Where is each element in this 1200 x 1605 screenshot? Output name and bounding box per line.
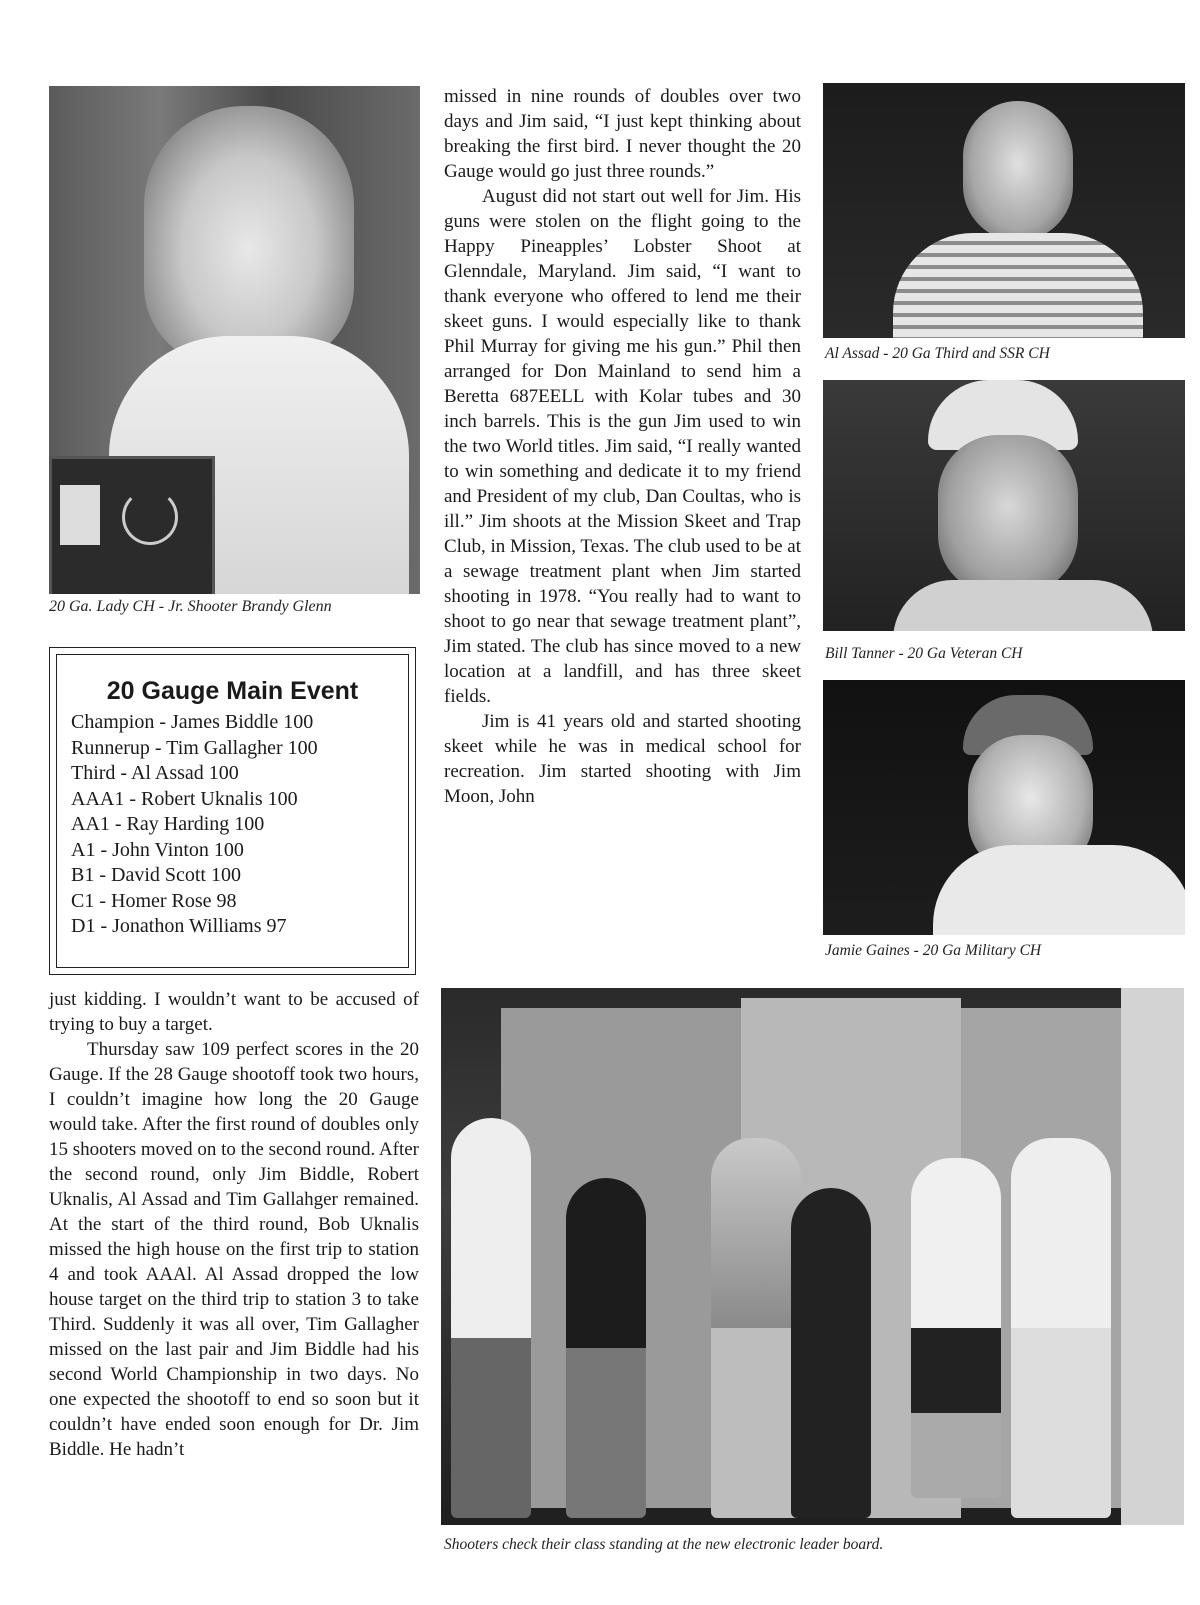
plaque-label	[60, 485, 100, 545]
result-c1: C1 - Homer Rose 98	[71, 889, 237, 912]
result-aa1: AA1 - Ray Harding 100	[71, 813, 265, 835]
photo-subject-top	[893, 233, 1143, 338]
paragraph: August did not start out well for Jim. His guns were stolen on the flight going to the Happy Pineapples’ Lobster Shoot at Glenndale, Maryland. Jim said, “I want to thank everyone who offered to lend me their skeet guns. I would especially like to thank Phil Murray for giving me his gun.” Phil then arranged for Don Mainland to send him a Beretta 687EELL with Kolar tubes and 30 inch barrels. This is the gun Jim used to win the two World titles. Jim said, “I really wanted to win something and dedicate it to my friend and President of my club, Dan Coultas, who is ill.” Jim shoots at the Mission Skeet and Trap Club, in Mission, Texas. The club used to be at a sewage treatment plant when Jim started shooting in 1978. “You really had to want to shoot to go near that sewage treatment plant”, Jim stated. The club has since moved to a new location at a landfill, and has three skeet fields.	[444, 186, 801, 707]
photo-subject-top	[893, 580, 1153, 631]
result-d1: D1 - Jonathon Williams 97	[71, 915, 287, 937]
caption-brandy-glenn: 20 Ga. Lady CH - Jr. Shooter Brandy Glenn	[49, 598, 332, 615]
results-box-title: 20 Gauge Main Event	[106, 677, 359, 705]
wall-panel	[1121, 988, 1184, 1525]
plaque	[49, 456, 215, 594]
caption-leader-board: Shooters check their class standing at the new electronic leader board.	[444, 1536, 884, 1553]
photo-bill-tanner	[823, 380, 1185, 631]
paragraph: Thursday saw 109 perfect scores in the 20 Gauge. If the 28 Gauge shootoff took two hours, I couldn’t imagine how long the 20 Gauge would take. After the first round of doubles only 15 shooters moved on to the second round. After the second round, only Jim Biddle, Robert Uknalis, Al Assad and Tim Gallahger remained. At the start of the third round, Bob Uknalis missed the high house on the first trip to station 4 and took AAAl. Al Assad dropped the low house target on the third trip to station 3 to take Third. Suddenly it was all over, Tim Gallagher missed on the last pair and Jim Biddle had his second World Championship in two days. No one expected the shootoff to end so soon but it couldn’t have ended soon enough for Dr. Jim Biddle. He hadn’t	[49, 1039, 419, 1460]
article-middle-column	[444, 84, 801, 809]
photo-jamie-gaines	[823, 680, 1185, 935]
person	[711, 1138, 801, 1518]
photo-brandy-glenn	[49, 86, 420, 594]
results-box-inner	[56, 654, 409, 968]
person	[911, 1158, 1001, 1498]
paragraph: missed in nine rounds of doubles over two days and Jim said, “I just kept thinking about breaking the first bird. I never thought the 20 Gauge would go just three rounds.”	[444, 86, 801, 182]
photo-subject	[144, 106, 354, 366]
result-third: Third - Al Assad 100	[71, 762, 239, 784]
wreath-emblem	[122, 489, 178, 545]
photo-subject-top	[933, 845, 1185, 935]
photo-al-assad	[823, 83, 1185, 338]
result-a1: A1 - John Vinton 100	[71, 838, 244, 861]
person	[791, 1188, 871, 1518]
person	[451, 1118, 531, 1518]
photo-subject-face	[938, 435, 1078, 595]
result-aaa1: AAA1 - Robert Uknalis 100	[71, 787, 298, 810]
caption-bill-tanner: Bill Tanner - 20 Ga Veteran CH	[825, 645, 1023, 662]
caption-al-assad: Al Assad - 20 Ga Third and SSR CH	[825, 345, 1050, 362]
result-b1: B1 - David Scott 100	[71, 864, 241, 886]
paragraph: Jim is 41 years old and started shooting skeet while he was in medical school for recreation. Jim started shooting with Jim Moon, John	[444, 711, 801, 807]
photo-subject	[963, 101, 1073, 241]
person	[1011, 1138, 1111, 1518]
photo-leader-board	[441, 988, 1184, 1525]
results-box	[49, 647, 416, 975]
paragraph: just kidding. I wouldn’t want to be accused of trying to buy a target.	[49, 989, 419, 1035]
caption-jamie-gaines: Jamie Gaines - 20 Ga Military CH	[825, 942, 1042, 959]
result-runnerup: Runnerup - Tim Gallagher 100	[71, 736, 318, 759]
person	[566, 1178, 646, 1518]
result-champion: Champion - James Biddle 100	[71, 711, 314, 733]
article-left-column	[49, 987, 419, 1462]
